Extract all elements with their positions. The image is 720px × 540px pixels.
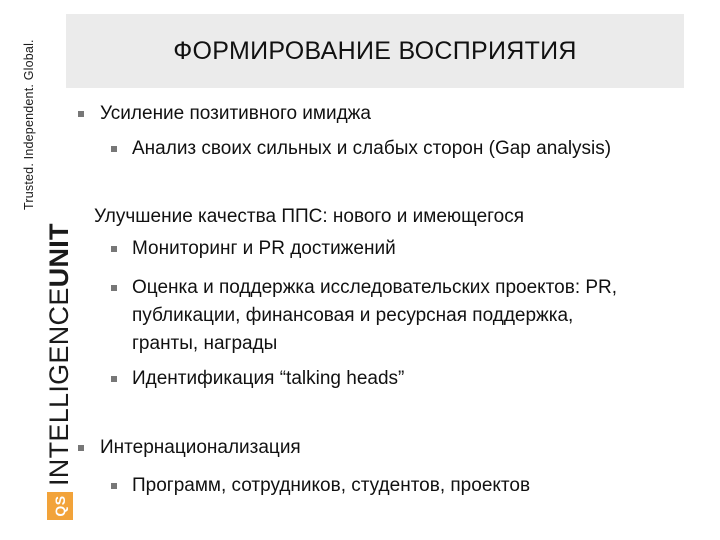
- bullet-level1-image: Усиление позитивного имиджа: [100, 103, 371, 124]
- bullet-marker: [111, 376, 117, 382]
- bullet-marker: [111, 483, 117, 489]
- bullet-marker: [111, 146, 117, 152]
- logo-word-unit: UNIT: [44, 223, 74, 288]
- bullet-marker: [78, 111, 84, 117]
- bullet-level2-research-line2: публикации, финансовая и ресурсная поддержка,: [132, 305, 574, 326]
- bullet-marker: [111, 246, 117, 252]
- bullet-marker: [111, 285, 117, 291]
- bullet-level2-talking-heads: Идентификация “talking heads”: [132, 368, 405, 389]
- logo-word-intelligence: INTELLIGENCE: [44, 287, 74, 486]
- bullet-level2-gap-analysis: Анализ своих сильных и слабых сторон (Gap analysis): [132, 138, 612, 159]
- logo-badge: QS: [47, 492, 73, 520]
- slide-title: ФОРМИРОВАНИЕ ВОСПРИЯТИЯ: [173, 36, 577, 65]
- bullet-marker: [78, 445, 84, 451]
- qs-intelligence-unit-logo: [44, 223, 75, 520]
- bullet-level2-programs: Программ, сотрудников, студентов, проектов: [132, 475, 531, 496]
- section-heading-faculty: Улучшение качества ППС: нового и имеющегося: [94, 206, 525, 227]
- title-banner: [66, 14, 684, 88]
- bullet-level2-monitoring: Мониторинг и PR достижений: [132, 238, 396, 259]
- bullet-level2-research-line1: Оценка и поддержка исследовательских проектов: PR,: [132, 277, 618, 298]
- bullet-level1-internationalization: Интернационализация: [100, 437, 301, 458]
- brand-tagline: Trusted. Independent. Global.: [22, 39, 36, 210]
- bullet-level2-research-line3: гранты, награды: [132, 333, 278, 354]
